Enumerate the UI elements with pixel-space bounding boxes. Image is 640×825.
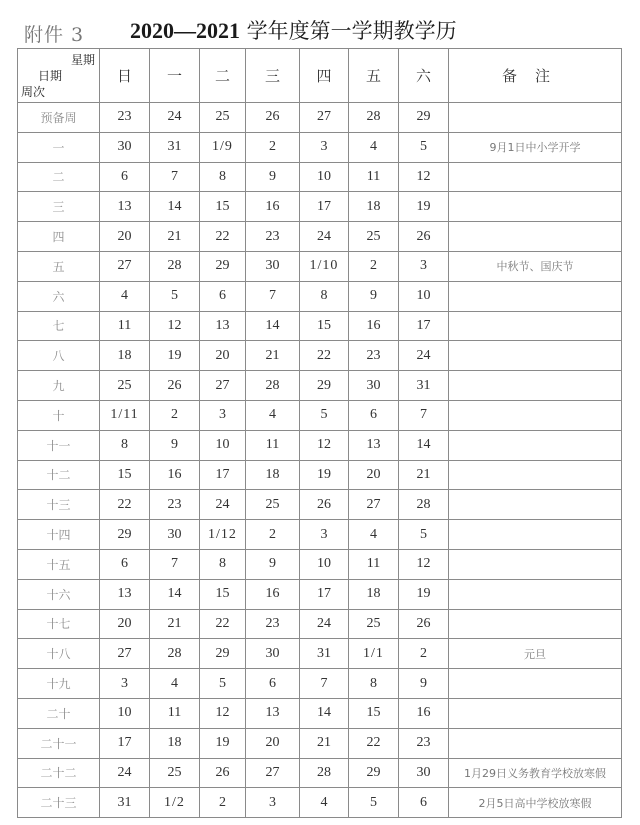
date-cell-fri: 13	[349, 430, 399, 460]
date-cell-fri: 18	[349, 192, 399, 222]
date-cell-wed: 11	[246, 430, 300, 460]
date-cell-sun: 25	[100, 371, 150, 401]
date-cell-mon: 16	[150, 460, 200, 490]
date-cell-wed: 23	[246, 609, 300, 639]
date-cell-sun: 31	[100, 788, 150, 818]
column-header-remarks: 备注	[449, 49, 622, 103]
date-cell-tue: 27	[200, 371, 246, 401]
remark-cell	[449, 281, 622, 311]
date-cell-fri: 2	[349, 251, 399, 281]
column-header-sun: 日	[100, 49, 150, 103]
date-cell-mon: 7	[150, 162, 200, 192]
date-cell-sat: 19	[399, 579, 449, 609]
date-cell-thu: 7	[300, 669, 349, 699]
remark-cell: 中秋节、国庆节	[449, 251, 622, 281]
corner-date-label: 日期	[38, 69, 63, 83]
title-years: 2020—2021	[130, 18, 240, 43]
date-cell-fri: 27	[349, 490, 399, 520]
table-row	[18, 162, 622, 192]
date-cell-sat: 3	[399, 251, 449, 281]
table-row	[18, 758, 622, 788]
date-cell-mon: 12	[150, 311, 200, 341]
date-cell-sun: 30	[100, 132, 150, 162]
school-calendar-table	[17, 48, 622, 818]
date-cell-thu: 21	[300, 728, 349, 758]
date-cell-thu: 4	[300, 788, 349, 818]
date-cell-thu: 3	[300, 520, 349, 550]
date-cell-mon: 18	[150, 728, 200, 758]
date-cell-mon: 25	[150, 758, 200, 788]
remark-cell	[449, 222, 622, 252]
date-cell-thu: 14	[300, 698, 349, 728]
date-cell-wed: 28	[246, 371, 300, 401]
date-cell-sun: 13	[100, 579, 150, 609]
date-cell-wed: 30	[246, 639, 300, 669]
date-cell-tue: 6	[200, 281, 246, 311]
date-cell-mon: 2	[150, 400, 200, 430]
date-cell-tue: 25	[200, 103, 246, 133]
date-cell-sun: 17	[100, 728, 150, 758]
date-cell-sat: 5	[399, 520, 449, 550]
table-row	[18, 460, 622, 490]
date-cell-sat: 14	[399, 430, 449, 460]
remark-cell	[449, 371, 622, 401]
date-cell-fri: 16	[349, 311, 399, 341]
date-cell-sat: 2	[399, 639, 449, 669]
date-cell-wed: 9	[246, 162, 300, 192]
date-cell-fri: 30	[349, 371, 399, 401]
remark-cell	[449, 460, 622, 490]
date-cell-tue: 10	[200, 430, 246, 460]
date-cell-sat: 6	[399, 788, 449, 818]
table-row	[18, 639, 622, 669]
date-cell-fri: 25	[349, 222, 399, 252]
date-cell-sat: 26	[399, 222, 449, 252]
date-cell-sat: 24	[399, 341, 449, 371]
week-number-cell: 二十	[18, 698, 100, 728]
column-header-fri: 五	[349, 49, 399, 103]
date-cell-sat: 31	[399, 371, 449, 401]
date-cell-tue: 15	[200, 579, 246, 609]
date-cell-fri: 6	[349, 400, 399, 430]
date-cell-thu: 29	[300, 371, 349, 401]
date-cell-mon: 9	[150, 430, 200, 460]
week-number-cell: 十一	[18, 430, 100, 460]
table-row	[18, 341, 622, 371]
date-cell-sun: 24	[100, 758, 150, 788]
remark-cell	[449, 490, 622, 520]
date-cell-fri: 25	[349, 609, 399, 639]
date-cell-mon: 14	[150, 192, 200, 222]
date-cell-tue: 19	[200, 728, 246, 758]
table-row	[18, 132, 622, 162]
week-number-cell: 七	[18, 311, 100, 341]
date-cell-sun: 29	[100, 520, 150, 550]
date-cell-sat: 5	[399, 132, 449, 162]
week-number-cell: 十七	[18, 609, 100, 639]
remark-cell	[449, 549, 622, 579]
date-cell-wed: 3	[246, 788, 300, 818]
date-cell-fri: 22	[349, 728, 399, 758]
remark-cell	[449, 341, 622, 371]
date-cell-tue: 3	[200, 400, 246, 430]
remark-cell	[449, 520, 622, 550]
date-cell-tue: 5	[200, 669, 246, 699]
week-number-cell: 十	[18, 400, 100, 430]
date-cell-sun: 10	[100, 698, 150, 728]
date-cell-wed: 2	[246, 520, 300, 550]
date-cell-thu: 19	[300, 460, 349, 490]
remark-cell	[449, 192, 622, 222]
date-cell-sun: 22	[100, 490, 150, 520]
date-cell-sun: 20	[100, 222, 150, 252]
date-cell-sat: 10	[399, 281, 449, 311]
week-number-cell: 二十二	[18, 758, 100, 788]
column-header-mon: 一	[150, 49, 200, 103]
date-cell-thu: 8	[300, 281, 349, 311]
table-row	[18, 549, 622, 579]
date-cell-tue: 8	[200, 549, 246, 579]
date-cell-sat: 17	[399, 311, 449, 341]
date-cell-tue: 29	[200, 639, 246, 669]
date-cell-thu: 5	[300, 400, 349, 430]
week-number-cell: 八	[18, 341, 100, 371]
date-cell-wed: 13	[246, 698, 300, 728]
date-cell-sun: 1/11	[100, 400, 150, 430]
date-cell-fri: 20	[349, 460, 399, 490]
date-cell-mon: 5	[150, 281, 200, 311]
date-cell-mon: 31	[150, 132, 200, 162]
remark-cell	[449, 162, 622, 192]
date-cell-thu: 24	[300, 222, 349, 252]
date-cell-tue: 13	[200, 311, 246, 341]
week-number-cell: 二十一	[18, 728, 100, 758]
date-cell-thu: 10	[300, 549, 349, 579]
week-number-cell: 十六	[18, 579, 100, 609]
date-cell-thu: 17	[300, 192, 349, 222]
column-header-sat: 六	[399, 49, 449, 103]
remark-cell	[449, 669, 622, 699]
date-cell-mon: 26	[150, 371, 200, 401]
date-cell-wed: 2	[246, 132, 300, 162]
week-number-cell: 二十三	[18, 788, 100, 818]
date-cell-tue: 1/12	[200, 520, 246, 550]
date-cell-tue: 26	[200, 758, 246, 788]
date-cell-wed: 23	[246, 222, 300, 252]
table-row	[18, 192, 622, 222]
date-cell-thu: 31	[300, 639, 349, 669]
remark-cell	[449, 103, 622, 133]
date-cell-fri: 8	[349, 669, 399, 699]
date-cell-mon: 1/2	[150, 788, 200, 818]
date-cell-sat: 29	[399, 103, 449, 133]
column-header-tue: 二	[200, 49, 246, 103]
date-cell-thu: 1/10	[300, 251, 349, 281]
date-cell-mon: 21	[150, 609, 200, 639]
corner-header-cell	[18, 49, 100, 103]
date-cell-tue: 20	[200, 341, 246, 371]
table-row	[18, 490, 622, 520]
remark-cell	[449, 609, 622, 639]
week-number-cell: 十二	[18, 460, 100, 490]
remark-cell: 1月29日义务教育学校放寒假	[449, 758, 622, 788]
date-cell-sun: 18	[100, 341, 150, 371]
date-cell-fri: 23	[349, 341, 399, 371]
date-cell-fri: 4	[349, 520, 399, 550]
date-cell-thu: 24	[300, 609, 349, 639]
week-number-cell: 十八	[18, 639, 100, 669]
date-cell-mon: 21	[150, 222, 200, 252]
remark-cell: 9月1日中小学开学	[449, 132, 622, 162]
week-number-cell: 十三	[18, 490, 100, 520]
table-row	[18, 103, 622, 133]
date-cell-fri: 9	[349, 281, 399, 311]
table-row	[18, 788, 622, 818]
date-cell-thu: 28	[300, 758, 349, 788]
date-cell-sun: 13	[100, 192, 150, 222]
date-cell-mon: 14	[150, 579, 200, 609]
date-cell-tue: 22	[200, 222, 246, 252]
week-number-cell: 十四	[18, 520, 100, 550]
date-cell-wed: 16	[246, 192, 300, 222]
table-row	[18, 281, 622, 311]
date-cell-thu: 26	[300, 490, 349, 520]
page-title	[130, 15, 457, 45]
table-row	[18, 609, 622, 639]
remark-cell: 元旦	[449, 639, 622, 669]
date-cell-wed: 27	[246, 758, 300, 788]
corner-week-label: 周次	[21, 85, 46, 99]
remark-cell	[449, 698, 622, 728]
date-cell-tue: 29	[200, 251, 246, 281]
remark-cell: 2月5日高中学校放寒假	[449, 788, 622, 818]
column-header-thu: 四	[300, 49, 349, 103]
calendar-body	[18, 103, 622, 818]
week-number-cell: 一	[18, 132, 100, 162]
date-cell-sat: 19	[399, 192, 449, 222]
date-cell-sat: 21	[399, 460, 449, 490]
table-row	[18, 400, 622, 430]
date-cell-sat: 7	[399, 400, 449, 430]
date-cell-wed: 21	[246, 341, 300, 371]
date-cell-sun: 20	[100, 609, 150, 639]
date-cell-mon: 7	[150, 549, 200, 579]
date-cell-sat: 26	[399, 609, 449, 639]
date-cell-sat: 9	[399, 669, 449, 699]
week-number-cell: 九	[18, 371, 100, 401]
date-cell-sat: 16	[399, 698, 449, 728]
date-cell-wed: 14	[246, 311, 300, 341]
table-row	[18, 311, 622, 341]
date-cell-wed: 16	[246, 579, 300, 609]
date-cell-tue: 24	[200, 490, 246, 520]
date-cell-mon: 4	[150, 669, 200, 699]
week-number-cell: 五	[18, 251, 100, 281]
date-cell-tue: 22	[200, 609, 246, 639]
date-cell-sun: 23	[100, 103, 150, 133]
remark-cell	[449, 728, 622, 758]
date-cell-sat: 23	[399, 728, 449, 758]
week-number-cell: 预备周	[18, 103, 100, 133]
date-cell-mon: 19	[150, 341, 200, 371]
date-cell-thu: 27	[300, 103, 349, 133]
column-header-wed: 三	[246, 49, 300, 103]
date-cell-tue: 12	[200, 698, 246, 728]
title-text: 学年度第一学期教学历	[240, 19, 457, 43]
date-cell-mon: 28	[150, 251, 200, 281]
date-cell-mon: 30	[150, 520, 200, 550]
date-cell-sun: 15	[100, 460, 150, 490]
date-cell-fri: 29	[349, 758, 399, 788]
date-cell-tue: 15	[200, 192, 246, 222]
date-cell-wed: 25	[246, 490, 300, 520]
date-cell-mon: 23	[150, 490, 200, 520]
date-cell-mon: 11	[150, 698, 200, 728]
date-cell-sat: 12	[399, 549, 449, 579]
table-row	[18, 698, 622, 728]
date-cell-thu: 3	[300, 132, 349, 162]
date-cell-fri: 11	[349, 162, 399, 192]
table-row	[18, 430, 622, 460]
remark-cell	[449, 311, 622, 341]
date-cell-tue: 8	[200, 162, 246, 192]
date-cell-thu: 15	[300, 311, 349, 341]
date-cell-sun: 4	[100, 281, 150, 311]
date-cell-mon: 24	[150, 103, 200, 133]
date-cell-fri: 5	[349, 788, 399, 818]
date-cell-sat: 28	[399, 490, 449, 520]
date-cell-thu: 10	[300, 162, 349, 192]
date-cell-thu: 22	[300, 341, 349, 371]
date-cell-sun: 8	[100, 430, 150, 460]
corner-weekday-label: 星期	[70, 53, 95, 67]
week-number-cell: 四	[18, 222, 100, 252]
date-cell-sun: 27	[100, 639, 150, 669]
date-cell-sat: 12	[399, 162, 449, 192]
date-cell-sun: 27	[100, 251, 150, 281]
annex-label: 附件 3	[24, 24, 85, 46]
table-row	[18, 251, 622, 281]
date-cell-tue: 2	[200, 788, 246, 818]
date-cell-wed: 6	[246, 669, 300, 699]
week-number-cell: 二	[18, 162, 100, 192]
date-cell-wed: 4	[246, 400, 300, 430]
remark-cell	[449, 430, 622, 460]
date-cell-tue: 17	[200, 460, 246, 490]
table-row	[18, 669, 622, 699]
date-cell-wed: 9	[246, 549, 300, 579]
date-cell-wed: 26	[246, 103, 300, 133]
week-number-cell: 十五	[18, 549, 100, 579]
date-cell-fri: 15	[349, 698, 399, 728]
date-cell-fri: 18	[349, 579, 399, 609]
date-cell-sun: 6	[100, 162, 150, 192]
date-cell-thu: 17	[300, 579, 349, 609]
date-cell-sun: 3	[100, 669, 150, 699]
date-cell-fri: 11	[349, 549, 399, 579]
date-cell-sat: 30	[399, 758, 449, 788]
date-cell-sun: 6	[100, 549, 150, 579]
date-cell-wed: 18	[246, 460, 300, 490]
table-row	[18, 371, 622, 401]
week-number-cell: 三	[18, 192, 100, 222]
date-cell-mon: 28	[150, 639, 200, 669]
date-cell-wed: 7	[246, 281, 300, 311]
table-row	[18, 222, 622, 252]
date-cell-sun: 11	[100, 311, 150, 341]
header-row	[18, 49, 622, 103]
remark-cell	[449, 400, 622, 430]
date-cell-thu: 12	[300, 430, 349, 460]
date-cell-tue: 1/9	[200, 132, 246, 162]
date-cell-fri: 4	[349, 132, 399, 162]
date-cell-fri: 28	[349, 103, 399, 133]
table-row	[18, 728, 622, 758]
week-number-cell: 六	[18, 281, 100, 311]
table-row	[18, 579, 622, 609]
week-number-cell: 十九	[18, 669, 100, 699]
table-row	[18, 520, 622, 550]
date-cell-wed: 30	[246, 251, 300, 281]
date-cell-fri: 1/1	[349, 639, 399, 669]
date-cell-wed: 20	[246, 728, 300, 758]
remark-cell	[449, 579, 622, 609]
